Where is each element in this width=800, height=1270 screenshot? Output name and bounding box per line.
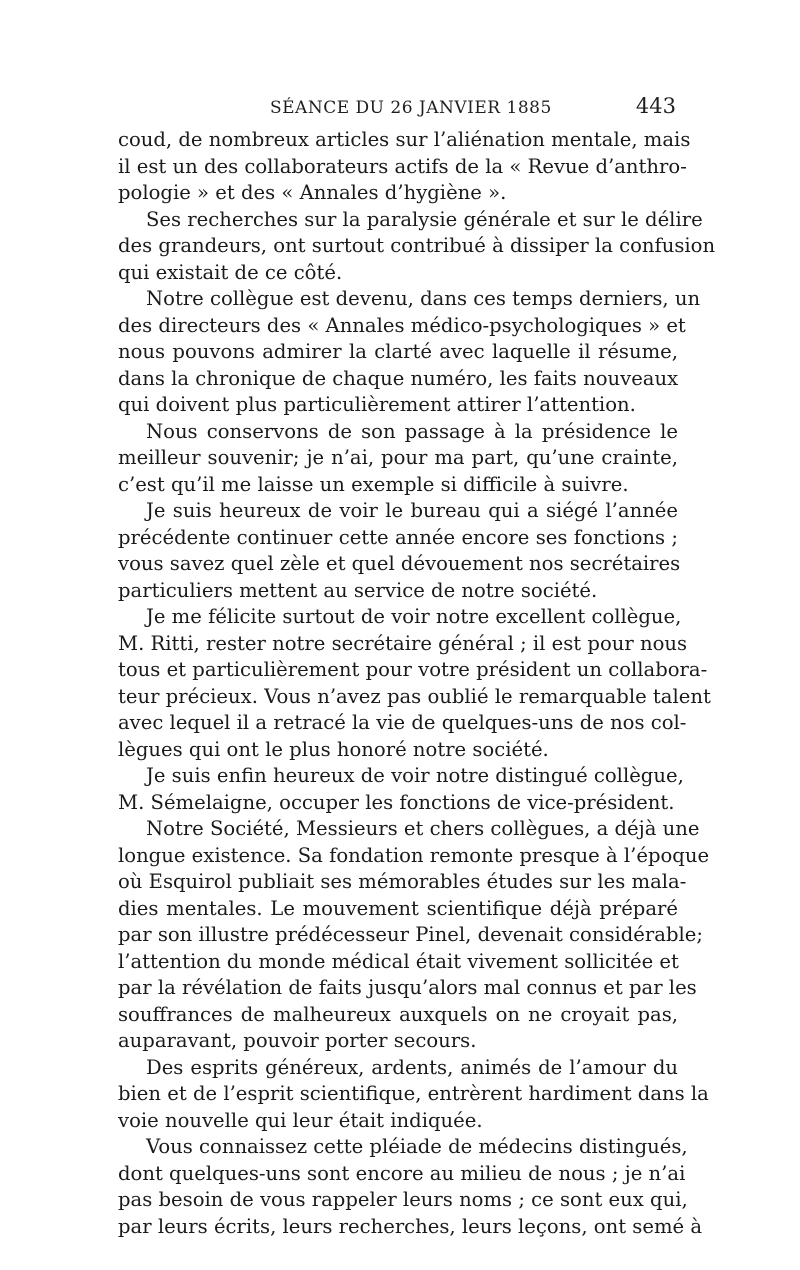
text-line: il est un des collaborateurs actifs de la « Revue d’anthro- [118,154,687,178]
text-line: précédente continuer cette année encore ses fonctions ; [118,525,678,549]
text-line: par la révélation de faits jusqu’alors mal connus et par les [118,976,697,999]
text-line: c’est qu’il me laisse un exemple si difficile à suivre. [118,472,629,496]
text-line: M. Ritti, rester notre secrétaire général ; il est pour nous [118,631,688,655]
text-line: des grandeurs, ont surtout contribué à dissiper la confusion [118,234,716,257]
text-line: l’attention du monde médical était vivement sollicitée et [118,949,679,973]
text-line: qui existait de ce côté. [118,260,343,284]
text-line: meilleur souvenir; je n’ai, pour ma part, qu’une crainte, [118,446,678,469]
text-line: tous et particulièrement pour votre président un collabora- [118,658,708,681]
text-line: dans la chronique de chaque numéro, les faits nouveaux [118,366,679,390]
text-line: Je suis heureux de voir le bureau qui a siégé l’année [146,499,678,522]
text-line: dies mentales. Le mouvement scientifique déjà préparé [118,896,678,920]
text-line: nous pouvons admirer la clarté avec laquelle il résume, [118,340,678,363]
text-line: auparavant, pouvoir porter secours. [118,1029,477,1052]
text-line: Nous conservons de son passage à la présidence le [146,419,678,443]
text-line: qui doivent plus particulièrement attirer l’attention. [118,393,636,416]
text-line: Notre collègue est devenu, dans ces temps derniers, un [146,287,701,310]
text-line: par leurs écrits, leurs recherches, leurs leçons, ont semé à [118,1214,703,1238]
text-line: M. Sémelaigne, occuper les fonctions de vice-président. [118,790,675,814]
text-line: coud, de nombreux articles sur l’aliénation mentale, mais [118,128,691,151]
text-line: des directeurs des « Annales médico-psychologiques » et [118,313,686,337]
text-line: Ses recherches sur la paralysie générale et sur le délire [146,207,703,231]
text-line: vous savez quel zèle et quel dévouement nos secrétaires [118,552,681,575]
text-line: où Esquirol publiait ses mémorables études sur les mala- [118,870,687,893]
text-line: voie nouvelle qui leur était indiquée. [118,1108,483,1132]
text-line: dont quelques-uns sont encore au milieu de nous ; je n’ai [118,1161,686,1185]
text-line: Notre Société, Messieurs et chers collègues, a déjà une [146,817,700,840]
text-line: bien et de l’esprit scientifique, entrèrent hardiment dans la [118,1082,709,1105]
page-number: 443 [635,94,676,118]
text-line: teur précieux. Vous n’avez pas oublié le remarquable talent [118,684,711,708]
page-header [120,92,680,126]
text-line: Je suis enfin heureux de voir notre distingué collègue, [146,764,684,787]
text-line: longue existence. Sa fondation remonte presque à l’époque [118,843,710,867]
text-line: pas besoin de vous rappeler leurs noms ; ce sont eux qui, [118,1188,688,1211]
text-line: pologie » et des « Annales d’hygiène ». [118,181,507,204]
text-line: lègues qui ont le plus honoré notre société. [118,737,549,761]
body-text [118,127,716,1240]
text-line: souffrances de malheureux auxquels on ne croyait pas, [118,1002,678,1026]
text-line: Des esprits généreux, ardents, animés de l’amour du [146,1055,678,1079]
text-line: Je me félicite surtout de voir notre excellent collègue, [146,605,682,628]
text-line: par son illustre prédécesseur Pinel, devenait considérable; [118,923,703,946]
text-line: Vous connaissez cette pléiade de médecins distingués, [146,1135,688,1158]
text-line: particuliers mettent au service de notre société. [118,578,598,602]
running-title: SÉANCE DU 26 JANVIER 1885 [270,98,552,118]
text-line: avec lequel il a retracé la vie de quelques-uns de nos col- [118,711,687,734]
